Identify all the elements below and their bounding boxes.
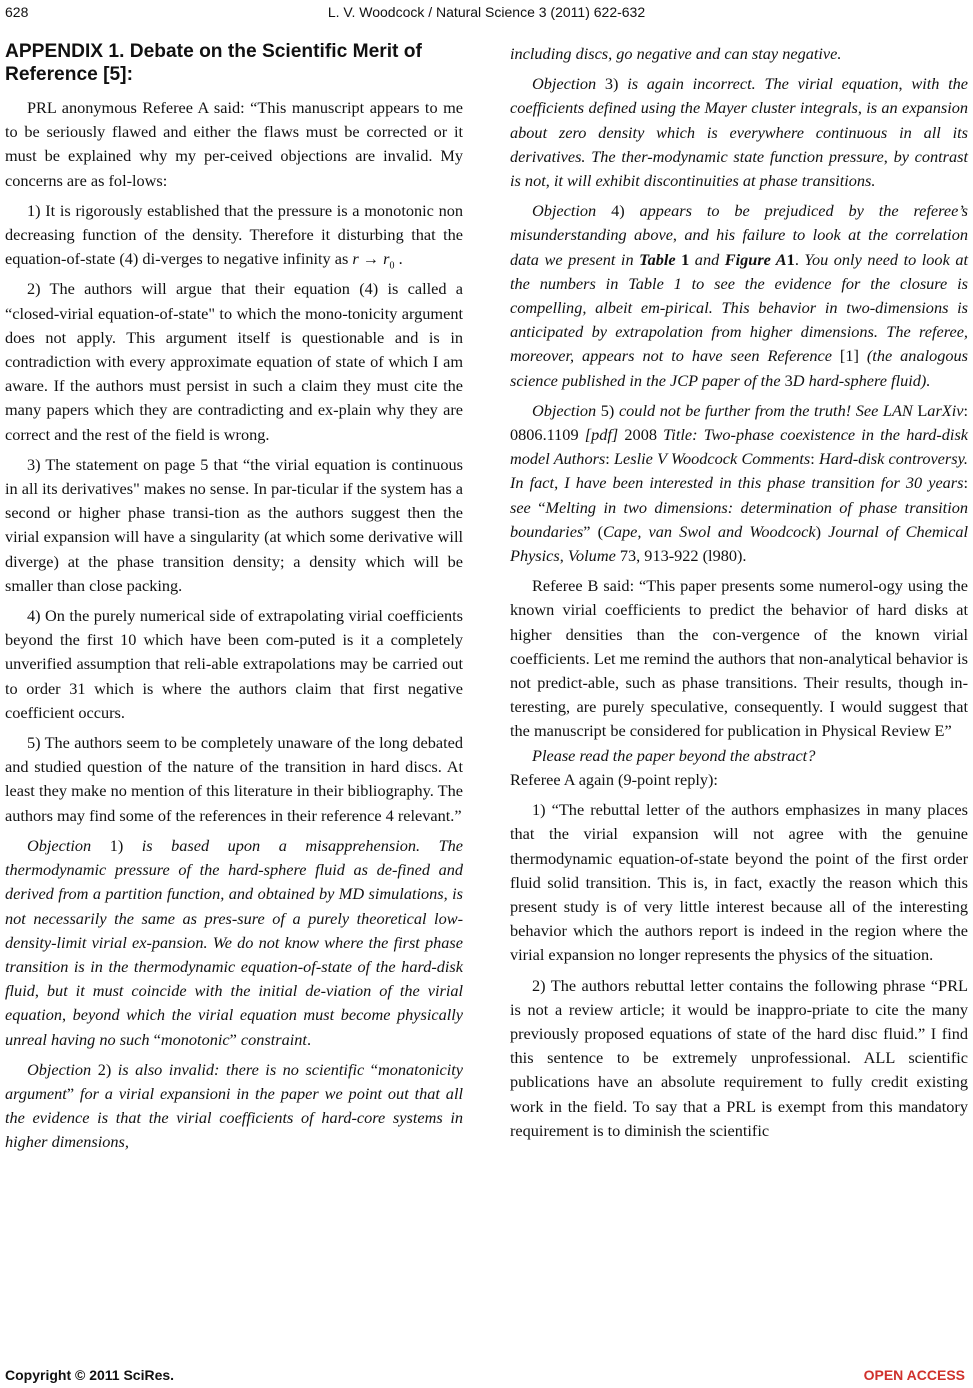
paragraph: 2) The authors rebuttal letter contains the following phrase “PRL is not a review article; it would be inappro-priate to cite the many previously proposed equations of state of the hard disc fluid.” I find this sentence to be extremely unprofessional. ALL scientific publications have an absolute requirement to fully credit existing work in the field. To say that a PRL is exempt from this mandatory requirement is to diminish the scientific [510, 975, 968, 1140]
paragraph: including discs, go negative and can stay negative. [510, 44, 842, 63]
paragraph: 1) “The rebuttal letter of the authors emphasizes in many places that the virial expansion will not agree with the genuine thermodynamic equation-of-state beyond the point of the first order fluid solid transition. This is, in fact, exactly the reason which this present study is of very little interest because all of the interesting behavior which the authors report is indeed in the region where the virial expansion no longer represents the physics of the situation. [510, 800, 968, 965]
paragraph: Objection 5) could not be further from the truth! See LAN LarXiv: 0806.1109 [pdf] 2008 Title: Two-phase coexistence in the hard-disk model Authors: Leslie V Woodcock Comments: Hard-disk controversy. In fact, I have been interested in this phase transition for 30 years: see “Melting in two dimensions: determination of phase transition boundaries” (Cape, van Swol and Woodcock) Journal of Chemical Physics, Volume 73, 913-922 (l980). [510, 400, 969, 566]
math-subscript: 0 [389, 260, 395, 272]
math-arrow: → [358, 249, 384, 269]
paragraph: 4) On the purely numerical side of extrapolating virial coefficients beyond the first 10 which have been com-puted is it a completely unverified assumption that reli-able extrapolations may be carried out to order 31 which is where the authors claim that first negative coefficient occurs. [5, 606, 463, 722]
open-access-label: OPEN ACCESS [863, 1367, 965, 1383]
math-r: r [352, 249, 359, 269]
paragraph: Objection 2) is also invalid: there is no scientific “monatonicity argument” for a virial expansioni in the paper we point out that all the evidence is that the virial coefficients of hard-core systems in higher dimensions, [5, 1059, 463, 1152]
appendix-heading: APPENDIX 1. Debate on the Scientific Merit of Reference [5]: [5, 41, 422, 85]
paragraph: 1) It is rigorously established that the pressure is a monotonic non decreasing function of the density. Therefore it disturbing that the equation-of-state (4) di-verges to negative infinity as $r \to r_0$ . [5, 200, 463, 272]
paragraph: PRL anonymous Referee A said: “This manuscript appears to me to be seriously flawed and either the flaws must be corrected or it must be explained why my per-ceived objections are invalid. My concerns are as fol-lows: [5, 98, 463, 190]
paragraph: 2) The authors will argue that their equation (4) is called a “closed-virial equation-of-state" to which the mono-tonicity argument does not apply. This argument itself is questionable and is in contradiction with every approximate equation of state of which I am aware. If the authors must persist in such a claim they must cite the many papers which they are contradicting and ex-plain why they are correct and the rest of the field is wrong. [5, 279, 463, 444]
paragraph: Objection 1) is based upon a misapprehension. The thermodynamic pressure of the hard-sphere fluid as de-fined and derived from a partition function, and obtained by MD simulations, is not necessarily the same as pres-sure of a purely theoretical low-density-limit virial ex-pansion. We do not know where the first phase transition is in the thermodynamic equation-of-state of the hard-disk fluid, but it must coincide with the initial de-viation of the virial equation, beyond which the virial equation must become physically unreal having no such “monotonic” constraint. [5, 835, 464, 1049]
paragraph: Objection 4) appears to be prejudiced by the referee’s misunderstanding above, and his failure to look at the correlation data we present in Table 1 and Figure A1. You only need to look at the numbers in Table 1 to see the evidence for the closure is compelling, albeit em-pirical. This behavior in two-dimensions is anticipated by extrapolation from higher dimensions. The referee, moreover, appears not to have seen Reference [1] (the analogous science published in the JCP paper of the 3D hard-sphere fluid). [510, 201, 969, 390]
paragraph: Please read the paper beyond the abstract? [532, 745, 816, 765]
figure-reference: Figure A [724, 249, 787, 269]
paragraph: Referee B said: “This paper presents some numerol-ogy using the known virial coefficients to predict the behavior of hard disks at higher densities than the con-vergence of the known virial coefficients. Let me remind the authors that non-analytical behavior is not predict-able, such as phase transitions. Their results, though in-teresting, are purely speculative, consequently. I would suggest that the manuscript be considered for publication in Physical Review E” [510, 576, 968, 741]
running-title: L. V. Woodcock / Natural Science 3 (2011) 622-632 [327, 4, 646, 20]
paragraph: Objection 3) is again incorrect. The virial equation, with the coefficients defined using the Mayer cluster integrals, is an expansion about zero density which is everywhere continuous in all its derivatives. The ther-modynamic state function pressure, by contrast is not, it will exhibit discontinuities at phase transitions. [510, 74, 969, 191]
table-reference: Table [639, 249, 676, 269]
paragraph: 3) The statement on page 5 that “the virial equation is continuous in all its derivatives" makes no sense. In par-ticular if the system has a second or higher phase transi-tion as the authors suggest then the virial expansion will have a singularity (at which some derivative will diverge) at the phase transition density; a density which will be smaller than close packing. [5, 454, 463, 595]
right-column [510, 42, 968, 1143]
paragraph: 5) The authors seem to be completely unaware of the long debated and studied question of the nature of the transition in hard discs. At least they make no mention of this literature in their bibliography. The authors may find some of the references in their reference 4 relevant.” [5, 733, 463, 825]
paragraph: Referee A again (9-point reply): [510, 769, 718, 789]
page-number: 628 [5, 4, 29, 20]
math-r0: r [383, 249, 390, 269]
left-column [5, 40, 463, 1155]
copyright-footer: Copyright © 2011 SciRes. [5, 1367, 175, 1383]
